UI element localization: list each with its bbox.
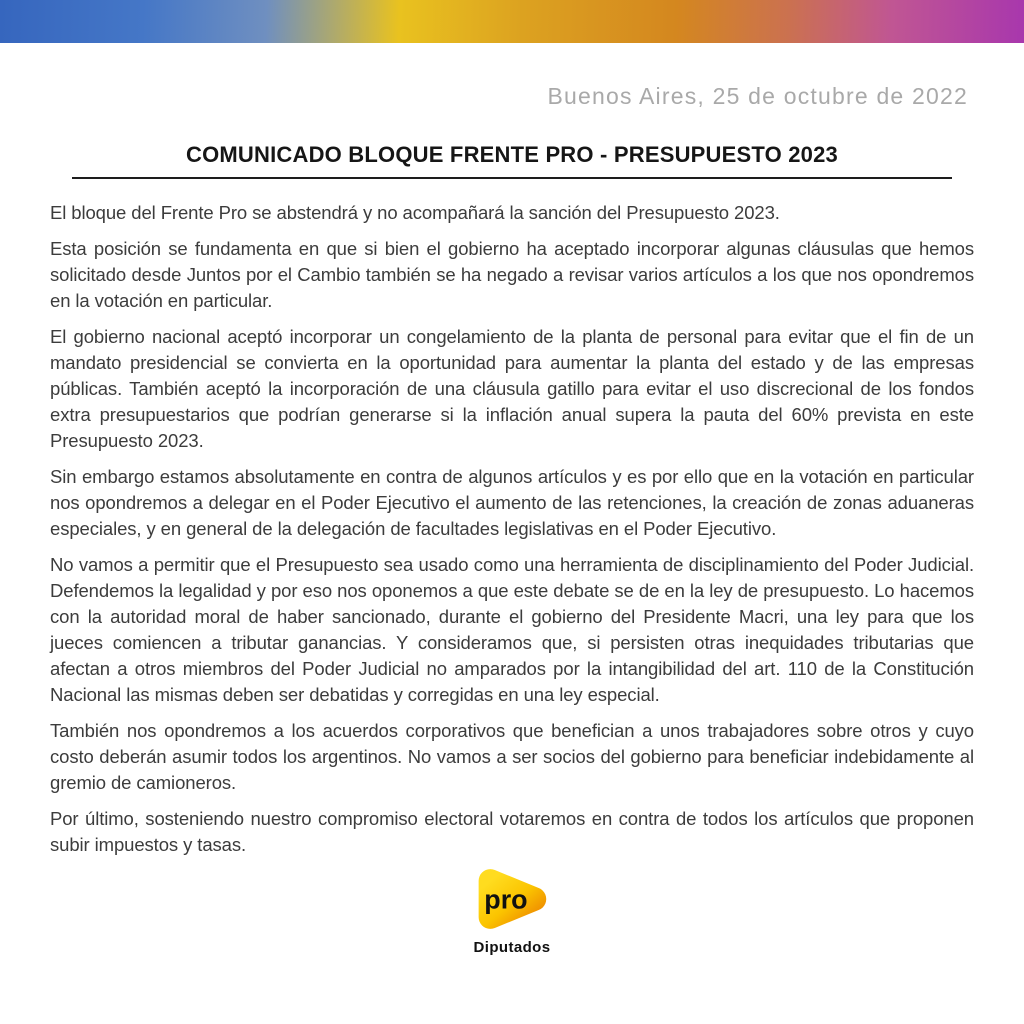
paragraph-7: Por último, sosteniendo nuestro compromiso electoral votaremos en contra de todos los artículos que proponen subir impuestos y tasas. <box>50 808 974 855</box>
pro-logo-icon <box>468 860 556 938</box>
pro-logo-text: pro <box>484 884 528 915</box>
footer <box>0 860 1024 956</box>
document-content <box>0 83 1024 858</box>
paragraph-6: También nos opondremos a los acuerdos corporativos que benefician a unos trabajadores sobre otros y cuyo costo deberán asumir todos los argentinos. No vamos a ser socios del gobierno para beneficiar indebidamente al gremio de camioneros. <box>50 720 974 793</box>
paragraph-5: No vamos a permitir que el Presupuesto sea usado como una herramienta de disciplinamiento del Poder Judicial. Defendemos la legalidad y por eso nos oponemos a que este debate se de en la ley de presupuesto. Lo hacemos con la autoridad moral de haber sancionado, durante el gobierno del Presidente Macri, una ley para que los jueces comiencen a tributar ganancias. Y consideramos que, si persisten otras inequidades tributarias que afectan a otros miembros del Poder Judicial no amparados por la intangibilidad del art. 110 de la Constitución Nacional las mismas deben ser debatidas y corregidas en una ley especial. <box>50 554 974 705</box>
paragraph-3: El gobierno nacional aceptó incorporar un congelamiento de la planta de personal para evitar que el fin de un mandato presidencial se convierta en la oportunidad para aumentar la planta del estado y de las empresas públicas. También aceptó la incorporación de una cláusula gatillo para evitar el uso discrecional de los fondos extra presupuestarios que podrían generarse si la inflación anual supera la pauta del 60% prevista en este Presupuesto 2023. <box>50 326 974 451</box>
paragraph-1: El bloque del Frente Pro se abstendrá y no acompañará la sanción del Presupuesto 2023. <box>50 202 780 223</box>
date-line: Buenos Aires, 25 de octubre de 2022 <box>547 83 968 109</box>
logo-subtitle: Diputados <box>473 939 551 956</box>
brand-gradient-bar <box>0 0 1024 43</box>
body-text <box>50 200 974 858</box>
paragraph-2: Esta posición se fundamenta en que si bien el gobierno ha aceptado incorporar algunas cláusulas que hemos solicitado desde Juntos por el Cambio también se ha negado a revisar varios artículos a los que nos opondremos en la votación en particular. <box>50 238 974 311</box>
paragraph-4: Sin embargo estamos absolutamente en contra de algunos artículos y es por ello que en la votación en particular nos opondremos a delegar en el Poder Ejecutivo el aumento de las retenciones, la creación de zonas aduaneras especiales, y en general de la delegación de facultades legislativas en el Poder Ejecutivo. <box>50 466 974 539</box>
page-title: COMUNICADO BLOQUE FRENTE PRO - PRESUPUESTO 2023 <box>186 142 838 167</box>
title-divider <box>72 177 952 179</box>
